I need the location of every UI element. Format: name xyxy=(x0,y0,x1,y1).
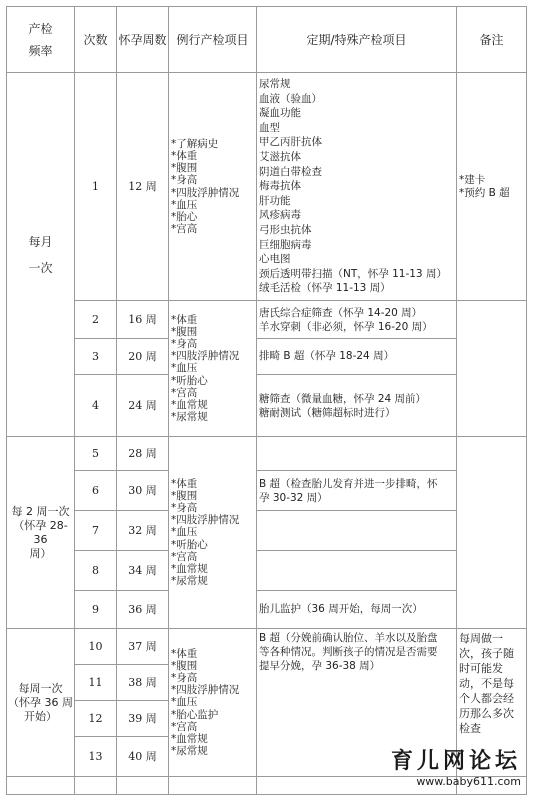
list-item: 次，孩子随 xyxy=(459,647,514,660)
list-item: *听胎心 xyxy=(171,374,208,387)
list-item: 阴道白带检查 xyxy=(259,165,322,178)
special-items xyxy=(257,551,457,591)
week-cell: 32 周 xyxy=(117,511,169,551)
list-item: 血液（验血） xyxy=(259,92,322,105)
group-label: 每 2 周一次 xyxy=(11,504,70,518)
table-row xyxy=(7,73,527,301)
note-cell xyxy=(457,73,527,301)
list-item: 巨细胞病毒 xyxy=(259,238,312,251)
watermark-brand: 育儿网论坛 xyxy=(390,749,521,774)
list-item: 排畸 B 超（怀孕 18-24 周） xyxy=(259,350,395,363)
count-cell: 6 xyxy=(75,471,117,511)
list-item: 风疹病毒 xyxy=(259,209,301,222)
count-cell: 3 xyxy=(75,339,117,375)
week-cell: 12 周 xyxy=(117,73,169,301)
list-item: *预约 B 超 xyxy=(459,186,510,199)
count-cell: 5 xyxy=(75,437,117,471)
list-item: *体重 xyxy=(171,647,198,660)
list-item: *血压 xyxy=(171,198,198,211)
list-item: 提早分娩，孕 36-38 周） xyxy=(259,660,381,672)
list-item: *血常规 xyxy=(171,399,208,411)
list-item: *四肢浮肿情况 xyxy=(171,684,240,697)
routine-items xyxy=(169,629,257,777)
list-item: 孕 30-32 周） xyxy=(259,491,328,504)
count-cell: 4 xyxy=(75,375,117,437)
header-week: 怀孕周数 xyxy=(117,7,169,73)
week-cell: 28 周 xyxy=(117,437,169,471)
week-cell: 20 周 xyxy=(117,339,169,375)
routine-items xyxy=(169,73,257,301)
list-item: 甲乙丙肝抗体 xyxy=(259,136,322,149)
list-item: *身高 xyxy=(171,501,198,514)
list-item: 凝血功能 xyxy=(259,107,301,120)
list-item: *血压 xyxy=(171,526,198,539)
forum-watermark xyxy=(391,744,521,788)
list-item: *了解病史 xyxy=(171,137,219,150)
group-label: （怀孕 36 周 xyxy=(8,695,73,709)
list-item: *尿常规 xyxy=(171,575,208,588)
list-item: 羊水穿刺（非必须，怀孕 16-20 周） xyxy=(259,320,433,333)
list-item: *宫高 xyxy=(171,223,198,236)
group-label: 每月 xyxy=(28,234,53,249)
header-note: 备注 xyxy=(457,7,527,73)
count-cell: 2 xyxy=(75,301,117,339)
routine-items xyxy=(169,301,257,437)
list-item: 每周做一 xyxy=(459,632,503,645)
list-item: *建卡 xyxy=(459,174,486,187)
list-item: *腹围 xyxy=(171,489,198,502)
week-cell: 38 周 xyxy=(117,665,169,701)
table-row xyxy=(7,437,527,471)
special-items xyxy=(257,511,457,551)
list-item: 心电图 xyxy=(259,253,291,266)
week-cell: 37 周 xyxy=(117,629,169,665)
header-special: 定期/特殊产检项目 xyxy=(257,7,457,73)
list-item: *四肢浮肿情况 xyxy=(171,350,240,363)
count-cell: 13 xyxy=(75,737,117,777)
count-cell: 10 xyxy=(75,629,117,665)
list-item: 糖筛查（微量血糖，怀孕 24 周前） xyxy=(259,392,427,405)
list-item: *血压 xyxy=(171,696,198,709)
week-cell: 30 周 xyxy=(117,471,169,511)
list-item: *身高 xyxy=(171,671,198,684)
table-row xyxy=(7,629,527,665)
list-item: *体重 xyxy=(171,313,198,326)
group-label: 周） xyxy=(29,546,52,560)
list-item: 梅毒抗体 xyxy=(259,180,301,193)
list-item: *腹围 xyxy=(171,325,198,338)
count-cell: 7 xyxy=(75,511,117,551)
header-row xyxy=(7,7,527,73)
list-item: B 超（分娩前确认胎位、羊水以及胎盘 xyxy=(259,632,438,644)
list-item: *尿常规 xyxy=(171,411,208,424)
routine-items xyxy=(169,437,257,629)
special-items xyxy=(257,437,457,471)
table-row xyxy=(7,339,527,375)
list-item: *胎心监护 xyxy=(171,708,219,721)
special-items xyxy=(257,591,457,629)
special-items xyxy=(257,73,457,301)
table-row xyxy=(7,471,527,511)
week-cell: 39 周 xyxy=(117,701,169,737)
list-item: 血型 xyxy=(259,121,280,134)
empty-cell xyxy=(117,777,169,795)
group-weekly xyxy=(7,629,75,777)
table-row xyxy=(7,511,527,551)
list-item: 糖耐测试（糖筛超标时进行） xyxy=(259,406,396,419)
list-item: *腹围 xyxy=(171,162,198,175)
list-item: *血常规 xyxy=(171,563,208,575)
group-monthly xyxy=(7,73,75,437)
header-frequency xyxy=(7,7,75,73)
count-cell: 1 xyxy=(75,73,117,301)
list-item: *胎心 xyxy=(171,210,198,223)
group-label: 开始） xyxy=(24,709,57,723)
header-frequency-line2: 频率 xyxy=(28,43,53,58)
list-item: 个人都会经 xyxy=(459,692,514,705)
week-cell: 34 周 xyxy=(117,551,169,591)
list-item: B 超（检查胎儿发育并进一步排畸，怀 xyxy=(259,477,438,490)
empty-cell xyxy=(75,777,117,795)
list-item: *身高 xyxy=(171,174,198,187)
table-row xyxy=(7,551,527,591)
list-item: *身高 xyxy=(171,337,198,350)
note-cell xyxy=(457,437,527,629)
list-item: 检查 xyxy=(459,722,481,735)
header-frequency-line1: 产检 xyxy=(28,21,53,36)
special-items xyxy=(257,339,457,375)
list-item: 颈后透明带扫描（NT，怀孕 11-13 周） xyxy=(259,267,447,280)
list-item: *尿常规 xyxy=(171,745,208,758)
list-item: 绒毛活检（怀孕 11-13 周） xyxy=(259,282,391,295)
list-item: 等各种情况。判断孩子的情况是否需要 xyxy=(259,646,438,658)
week-cell: 40 周 xyxy=(117,737,169,777)
list-item: 尿常规 xyxy=(259,78,291,91)
table-row xyxy=(7,591,527,629)
list-item: *四肢浮肿情况 xyxy=(171,514,240,527)
special-items xyxy=(257,471,457,511)
list-item: *血常规 xyxy=(171,733,208,745)
list-item: *宫高 xyxy=(171,386,198,399)
special-items xyxy=(257,301,457,339)
list-item: 胎儿监护（36 周开始，每周一次） xyxy=(259,603,423,616)
note-cell xyxy=(457,301,527,437)
watermark-url: www.baby611.com xyxy=(416,775,521,788)
list-item: *听胎心 xyxy=(171,538,208,551)
list-item: 动，不是每 xyxy=(459,677,514,690)
table-row xyxy=(7,301,527,339)
header-routine: 例行产检项目 xyxy=(169,7,257,73)
table-row xyxy=(7,375,527,437)
week-cell: 24 周 xyxy=(117,375,169,437)
count-cell: 11 xyxy=(75,665,117,701)
list-item: *体重 xyxy=(171,477,198,490)
count-cell: 8 xyxy=(75,551,117,591)
list-item: *血压 xyxy=(171,362,198,375)
list-item: *宫高 xyxy=(171,720,198,733)
list-item: 历那么多次 xyxy=(459,707,514,720)
list-item: 时可能发 xyxy=(459,662,503,675)
list-item: 弓形虫抗体 xyxy=(259,223,312,236)
list-item: *四肢浮肿情况 xyxy=(171,186,240,199)
group-biweekly xyxy=(7,437,75,629)
week-cell: 36 周 xyxy=(117,591,169,629)
group-label: 每周一次 xyxy=(18,681,63,695)
group-label: 一次 xyxy=(28,260,53,275)
group-label: （怀孕 28-36 xyxy=(13,518,68,546)
prenatal-checkup-table xyxy=(6,6,527,795)
empty-cell xyxy=(169,777,257,795)
list-item: *体重 xyxy=(171,149,198,162)
count-cell: 12 xyxy=(75,701,117,737)
special-items xyxy=(257,375,457,437)
list-item: 肝功能 xyxy=(259,194,291,207)
list-item: 艾滋抗体 xyxy=(259,151,301,164)
count-cell: 9 xyxy=(75,591,117,629)
list-item: *宫高 xyxy=(171,550,198,563)
header-count: 次数 xyxy=(75,7,117,73)
list-item: 唐氏综合症筛查（怀孕 14-20 周） xyxy=(259,306,423,319)
list-item: *腹围 xyxy=(171,659,198,672)
week-cell: 16 周 xyxy=(117,301,169,339)
empty-cell xyxy=(7,777,75,795)
